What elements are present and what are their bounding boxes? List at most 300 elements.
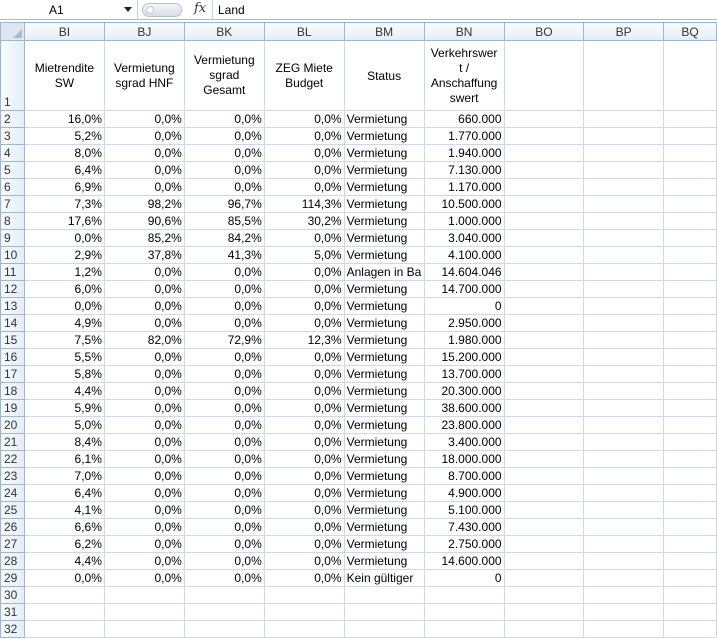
cell-bk[interactable]: 96,7% bbox=[184, 196, 264, 213]
cell-bk[interactable]: 0,0% bbox=[184, 366, 264, 383]
cell-bk[interactable]: 0,0% bbox=[184, 128, 264, 145]
cell-bq[interactable] bbox=[664, 366, 717, 383]
cell-bm[interactable]: Vermietung bbox=[344, 519, 424, 536]
formula-input[interactable]: Land bbox=[218, 3, 245, 17]
row-header[interactable]: 18 bbox=[1, 383, 25, 400]
cell-bo[interactable] bbox=[504, 519, 584, 536]
cell-bl[interactable]: 0,0% bbox=[264, 162, 344, 179]
cell-bq[interactable] bbox=[664, 111, 717, 128]
cell-bj[interactable]: 0,0% bbox=[104, 536, 184, 553]
cell-bn[interactable]: 1.170.000 bbox=[424, 179, 504, 196]
cell-bq[interactable] bbox=[664, 553, 717, 570]
cell-bp[interactable] bbox=[584, 570, 664, 587]
cell-bi[interactable]: 6,9% bbox=[24, 179, 104, 196]
cell-bn[interactable]: 2.750.000 bbox=[424, 536, 504, 553]
cell-bl[interactable] bbox=[264, 621, 344, 638]
cell-bo[interactable] bbox=[504, 400, 584, 417]
cell-bq[interactable] bbox=[664, 383, 717, 400]
cell-bo[interactable] bbox=[504, 128, 584, 145]
row-header[interactable]: 31 bbox=[1, 604, 25, 621]
cell-bi[interactable]: 8,4% bbox=[24, 434, 104, 451]
cell-bo[interactable] bbox=[504, 179, 584, 196]
row-header[interactable]: 22 bbox=[1, 451, 25, 468]
row-header[interactable]: 17 bbox=[1, 366, 25, 383]
cell-bm[interactable]: Vermietung bbox=[344, 451, 424, 468]
cell-bo[interactable] bbox=[504, 264, 584, 281]
row-header[interactable]: 7 bbox=[1, 196, 25, 213]
cell-bq[interactable] bbox=[664, 41, 717, 111]
cell-bl[interactable]: 0,0% bbox=[264, 451, 344, 468]
cell-bk[interactable]: 0,0% bbox=[184, 162, 264, 179]
cell-bm[interactable]: Vermietung bbox=[344, 434, 424, 451]
cell-bk[interactable]: 41,3% bbox=[184, 247, 264, 264]
cell-bj[interactable] bbox=[104, 604, 184, 621]
cell-bj[interactable]: 37,8% bbox=[104, 247, 184, 264]
cell-bm[interactable]: Anlagen in Ba bbox=[344, 264, 424, 281]
cell-bn[interactable]: 5.100.000 bbox=[424, 502, 504, 519]
cell-bl[interactable]: 0,0% bbox=[264, 553, 344, 570]
cell-bn[interactable] bbox=[424, 621, 504, 638]
cell-bo[interactable] bbox=[504, 553, 584, 570]
cell-bi[interactable]: 5,2% bbox=[24, 128, 104, 145]
cell-bj[interactable]: 0,0% bbox=[104, 128, 184, 145]
cell-bn[interactable]: 3.400.000 bbox=[424, 434, 504, 451]
cell-bq[interactable] bbox=[664, 451, 717, 468]
row-header[interactable]: 4 bbox=[1, 145, 25, 162]
cell-bp[interactable] bbox=[584, 349, 664, 366]
cell-bo[interactable] bbox=[504, 468, 584, 485]
cell-bi[interactable]: 7,3% bbox=[24, 196, 104, 213]
cell-bj[interactable]: 0,0% bbox=[104, 502, 184, 519]
cell-bo[interactable] bbox=[504, 281, 584, 298]
row-header[interactable]: 5 bbox=[1, 162, 25, 179]
row-header[interactable]: 6 bbox=[1, 179, 25, 196]
column-header-bl[interactable]: BL bbox=[264, 23, 344, 41]
cell-bq[interactable] bbox=[664, 281, 717, 298]
cell-bn[interactable] bbox=[424, 587, 504, 604]
cell-bq[interactable] bbox=[664, 332, 717, 349]
cell-bo[interactable] bbox=[504, 111, 584, 128]
header-cell-status[interactable]: Status bbox=[344, 41, 424, 111]
cell-bp[interactable] bbox=[584, 417, 664, 434]
row-header[interactable]: 29 bbox=[1, 570, 25, 587]
cell-bl[interactable] bbox=[264, 604, 344, 621]
cell-bq[interactable] bbox=[664, 604, 717, 621]
cell-bl[interactable]: 0,0% bbox=[264, 519, 344, 536]
cell-bl[interactable]: 0,0% bbox=[264, 230, 344, 247]
cell-bm[interactable]: Vermietung bbox=[344, 128, 424, 145]
cell-bj[interactable]: 0,0% bbox=[104, 417, 184, 434]
cell-bm[interactable]: Vermietung bbox=[344, 281, 424, 298]
cell-bp[interactable] bbox=[584, 315, 664, 332]
cell-bn[interactable]: 2.950.000 bbox=[424, 315, 504, 332]
cell-bl[interactable]: 0,0% bbox=[264, 111, 344, 128]
row-header[interactable]: 13 bbox=[1, 298, 25, 315]
cell-bq[interactable] bbox=[664, 247, 717, 264]
cell-bn[interactable]: 10.500.000 bbox=[424, 196, 504, 213]
cell-bo[interactable] bbox=[504, 349, 584, 366]
cell-bm[interactable]: Vermietung bbox=[344, 179, 424, 196]
cell-bl[interactable]: 0,0% bbox=[264, 570, 344, 587]
column-header-bn[interactable]: BN bbox=[424, 23, 504, 41]
cell-bn[interactable]: 660.000 bbox=[424, 111, 504, 128]
cell-bn[interactable]: 1.770.000 bbox=[424, 128, 504, 145]
cell-bq[interactable] bbox=[664, 502, 717, 519]
cell-bl[interactable]: 0,0% bbox=[264, 417, 344, 434]
cell-bi[interactable]: 7,0% bbox=[24, 468, 104, 485]
row-header[interactable]: 30 bbox=[1, 587, 25, 604]
cell-bm[interactable]: Vermietung bbox=[344, 536, 424, 553]
cell-bo[interactable] bbox=[504, 417, 584, 434]
cell-bq[interactable] bbox=[664, 179, 717, 196]
cell-bo[interactable] bbox=[504, 451, 584, 468]
cell-bo[interactable] bbox=[504, 298, 584, 315]
chevron-down-icon[interactable] bbox=[124, 7, 132, 12]
cell-bl[interactable]: 0,0% bbox=[264, 366, 344, 383]
cell-bl[interactable]: 0,0% bbox=[264, 400, 344, 417]
row-header[interactable]: 19 bbox=[1, 400, 25, 417]
cell-bq[interactable] bbox=[664, 434, 717, 451]
cell-bi[interactable]: 1,2% bbox=[24, 264, 104, 281]
cell-bq[interactable] bbox=[664, 213, 717, 230]
cell-bk[interactable]: 0,0% bbox=[184, 111, 264, 128]
cell-bk[interactable]: 0,0% bbox=[184, 536, 264, 553]
cell-bp[interactable] bbox=[584, 502, 664, 519]
cell-bk[interactable]: 0,0% bbox=[184, 315, 264, 332]
cell-bp[interactable] bbox=[584, 519, 664, 536]
cell-bj[interactable]: 90,6% bbox=[104, 213, 184, 230]
header-cell-vermietungsgrad-gesamt[interactable] bbox=[184, 41, 264, 111]
cell-bl[interactable]: 0,0% bbox=[264, 281, 344, 298]
cell-bp[interactable] bbox=[584, 400, 664, 417]
cell-bq[interactable] bbox=[664, 587, 717, 604]
cell-bj[interactable]: 0,0% bbox=[104, 298, 184, 315]
cell-bq[interactable] bbox=[664, 349, 717, 366]
cell-bk[interactable]: 0,0% bbox=[184, 400, 264, 417]
cell-bm[interactable] bbox=[344, 621, 424, 638]
cell-bo[interactable] bbox=[504, 315, 584, 332]
cell-bk[interactable] bbox=[184, 621, 264, 638]
cell-bq[interactable] bbox=[664, 196, 717, 213]
cell-bl[interactable]: 0,0% bbox=[264, 502, 344, 519]
cell-bp[interactable] bbox=[584, 468, 664, 485]
cell-bl[interactable]: 0,0% bbox=[264, 434, 344, 451]
column-header-bi[interactable]: BI bbox=[24, 23, 104, 41]
cell-bi[interactable]: 5,8% bbox=[24, 366, 104, 383]
cell-bp[interactable] bbox=[584, 621, 664, 638]
cell-bn[interactable]: 0 bbox=[424, 570, 504, 587]
name-box[interactable] bbox=[0, 0, 138, 20]
column-header-bm[interactable]: BM bbox=[344, 23, 424, 41]
cell-bq[interactable] bbox=[664, 417, 717, 434]
cell-bo[interactable] bbox=[504, 536, 584, 553]
row-header[interactable]: 27 bbox=[1, 536, 25, 553]
cell-bj[interactable]: 0,0% bbox=[104, 553, 184, 570]
cell-bp[interactable] bbox=[584, 383, 664, 400]
cell-bk[interactable]: 0,0% bbox=[184, 145, 264, 162]
cell-bl[interactable]: 114,3% bbox=[264, 196, 344, 213]
row-header[interactable]: 21 bbox=[1, 434, 25, 451]
cell-bi[interactable]: 7,5% bbox=[24, 332, 104, 349]
cell-bq[interactable] bbox=[664, 145, 717, 162]
cell-bm[interactable]: Vermietung bbox=[344, 485, 424, 502]
cell-bn[interactable]: 8.700.000 bbox=[424, 468, 504, 485]
cell-bm[interactable]: Vermietung bbox=[344, 349, 424, 366]
cell-bj[interactable]: 0,0% bbox=[104, 145, 184, 162]
cell-bj[interactable]: 0,0% bbox=[104, 315, 184, 332]
cell-bn[interactable]: 38.600.000 bbox=[424, 400, 504, 417]
cell-bl[interactable]: 0,0% bbox=[264, 179, 344, 196]
cell-bn[interactable]: 4.100.000 bbox=[424, 247, 504, 264]
cell-bj[interactable]: 0,0% bbox=[104, 570, 184, 587]
row-header[interactable]: 26 bbox=[1, 519, 25, 536]
row-header[interactable]: 24 bbox=[1, 485, 25, 502]
row-header[interactable]: 16 bbox=[1, 349, 25, 366]
cell-bi[interactable]: 6,4% bbox=[24, 485, 104, 502]
cell-bn[interactable]: 7.430.000 bbox=[424, 519, 504, 536]
cell-bp[interactable] bbox=[584, 332, 664, 349]
row-header[interactable]: 3 bbox=[1, 128, 25, 145]
cell-bq[interactable] bbox=[664, 230, 717, 247]
cell-bp[interactable] bbox=[584, 536, 664, 553]
cell-bj[interactable]: 0,0% bbox=[104, 383, 184, 400]
cell-bl[interactable]: 0,0% bbox=[264, 264, 344, 281]
row-header[interactable]: 23 bbox=[1, 468, 25, 485]
cell-bi[interactable]: 5,9% bbox=[24, 400, 104, 417]
cell-bm[interactable]: Vermietung bbox=[344, 298, 424, 315]
cell-bk[interactable]: 85,5% bbox=[184, 213, 264, 230]
cell-bo[interactable] bbox=[504, 621, 584, 638]
column-header-bk[interactable]: BK bbox=[184, 23, 264, 41]
cell-bq[interactable] bbox=[664, 128, 717, 145]
cell-bj[interactable]: 0,0% bbox=[104, 400, 184, 417]
row-header[interactable]: 15 bbox=[1, 332, 25, 349]
cell-bi[interactable]: 6,6% bbox=[24, 519, 104, 536]
cell-bk[interactable]: 0,0% bbox=[184, 298, 264, 315]
cell-bk[interactable]: 0,0% bbox=[184, 434, 264, 451]
cell-bm[interactable]: Vermietung bbox=[344, 162, 424, 179]
cell-bk[interactable]: 0,0% bbox=[184, 451, 264, 468]
cell-bm[interactable]: Vermietung bbox=[344, 468, 424, 485]
cell-bk[interactable]: 0,0% bbox=[184, 570, 264, 587]
cell-bi[interactable]: 16,0% bbox=[24, 111, 104, 128]
cell-bl[interactable]: 12,3% bbox=[264, 332, 344, 349]
cell-bn[interactable]: 3.040.000 bbox=[424, 230, 504, 247]
cell-bp[interactable] bbox=[584, 485, 664, 502]
cell-bp[interactable] bbox=[584, 230, 664, 247]
cell-bp[interactable] bbox=[584, 434, 664, 451]
column-header-bq[interactable]: BQ bbox=[664, 23, 717, 41]
formula-bar-resize-handle[interactable] bbox=[142, 3, 182, 17]
column-header-bo[interactable]: BO bbox=[504, 23, 584, 41]
cell-bi[interactable]: 4,1% bbox=[24, 502, 104, 519]
cell-bo[interactable] bbox=[504, 41, 584, 111]
cell-bo[interactable] bbox=[504, 434, 584, 451]
header-cell-verkehrswert[interactable] bbox=[424, 41, 504, 111]
cell-bp[interactable] bbox=[584, 111, 664, 128]
cell-bi[interactable]: 5,0% bbox=[24, 417, 104, 434]
cell-bm[interactable]: Vermietung bbox=[344, 230, 424, 247]
cell-bq[interactable] bbox=[664, 570, 717, 587]
cell-bl[interactable]: 0,0% bbox=[264, 349, 344, 366]
cell-bj[interactable]: 0,0% bbox=[104, 349, 184, 366]
cell-bm[interactable]: Vermietung bbox=[344, 213, 424, 230]
cell-bl[interactable]: 5,0% bbox=[264, 247, 344, 264]
cell-bm[interactable]: Vermietung bbox=[344, 383, 424, 400]
cell-bp[interactable] bbox=[584, 128, 664, 145]
cell-bj[interactable]: 0,0% bbox=[104, 264, 184, 281]
cell-bj[interactable]: 82,0% bbox=[104, 332, 184, 349]
cell-bl[interactable]: 0,0% bbox=[264, 485, 344, 502]
cell-bk[interactable]: 0,0% bbox=[184, 179, 264, 196]
cell-bi[interactable]: 2,9% bbox=[24, 247, 104, 264]
cell-bk[interactable]: 0,0% bbox=[184, 417, 264, 434]
cell-bq[interactable] bbox=[664, 621, 717, 638]
cell-bj[interactable] bbox=[104, 621, 184, 638]
cell-bi[interactable] bbox=[24, 621, 104, 638]
column-header-bj[interactable]: BJ bbox=[104, 23, 184, 41]
cell-bm[interactable]: Vermietung bbox=[344, 502, 424, 519]
cell-bj[interactable]: 85,2% bbox=[104, 230, 184, 247]
cell-bi[interactable]: 6,4% bbox=[24, 162, 104, 179]
cell-bo[interactable] bbox=[504, 587, 584, 604]
cell-bq[interactable] bbox=[664, 536, 717, 553]
cell-bm[interactable]: Vermietung bbox=[344, 111, 424, 128]
cell-bj[interactable]: 0,0% bbox=[104, 281, 184, 298]
cell-bm[interactable] bbox=[344, 604, 424, 621]
cell-bn[interactable]: 23.800.000 bbox=[424, 417, 504, 434]
cell-bm[interactable]: Vermietung bbox=[344, 315, 424, 332]
cell-bn[interactable]: 4.900.000 bbox=[424, 485, 504, 502]
cell-bp[interactable] bbox=[584, 366, 664, 383]
header-cell-vermietungsgrad-hnf[interactable] bbox=[104, 41, 184, 111]
cell-bl[interactable]: 0,0% bbox=[264, 468, 344, 485]
cell-bo[interactable] bbox=[504, 247, 584, 264]
cell-bn[interactable]: 18.000.000 bbox=[424, 451, 504, 468]
cell-bk[interactable]: 0,0% bbox=[184, 349, 264, 366]
cell-bj[interactable]: 0,0% bbox=[104, 111, 184, 128]
row-header[interactable]: 25 bbox=[1, 502, 25, 519]
cell-bm[interactable]: Vermietung bbox=[344, 553, 424, 570]
cell-bl[interactable]: 0,0% bbox=[264, 315, 344, 332]
select-all-corner[interactable] bbox=[1, 23, 25, 41]
cell-bq[interactable] bbox=[664, 468, 717, 485]
cell-bj[interactable]: 0,0% bbox=[104, 451, 184, 468]
cell-bn[interactable]: 15.200.000 bbox=[424, 349, 504, 366]
cell-bm[interactable]: Vermietung bbox=[344, 417, 424, 434]
cell-bk[interactable]: 0,0% bbox=[184, 519, 264, 536]
cell-bn[interactable]: 0 bbox=[424, 298, 504, 315]
row-header[interactable]: 20 bbox=[1, 417, 25, 434]
cell-bm[interactable]: Vermietung bbox=[344, 247, 424, 264]
header-cell-zeg-miete-budget[interactable] bbox=[264, 41, 344, 111]
header-cell-mietrendite[interactable] bbox=[24, 41, 104, 111]
cell-bj[interactable]: 0,0% bbox=[104, 162, 184, 179]
cell-bj[interactable] bbox=[104, 587, 184, 604]
cell-bm[interactable]: Vermietung bbox=[344, 196, 424, 213]
cell-bk[interactable]: 72,9% bbox=[184, 332, 264, 349]
cell-bp[interactable] bbox=[584, 179, 664, 196]
cell-bo[interactable] bbox=[504, 604, 584, 621]
cell-bo[interactable] bbox=[504, 196, 584, 213]
cell-bo[interactable] bbox=[504, 230, 584, 247]
cell-bp[interactable] bbox=[584, 281, 664, 298]
cell-bk[interactable]: 0,0% bbox=[184, 264, 264, 281]
cell-bi[interactable]: 0,0% bbox=[24, 230, 104, 247]
cell-bp[interactable] bbox=[584, 264, 664, 281]
cell-bi[interactable]: 6,2% bbox=[24, 536, 104, 553]
cell-bo[interactable] bbox=[504, 485, 584, 502]
cell-bl[interactable]: 0,0% bbox=[264, 536, 344, 553]
cell-bp[interactable] bbox=[584, 145, 664, 162]
cell-bp[interactable] bbox=[584, 298, 664, 315]
cell-bi[interactable]: 5,5% bbox=[24, 349, 104, 366]
cell-bq[interactable] bbox=[664, 264, 717, 281]
cell-bm[interactable]: Vermietung bbox=[344, 332, 424, 349]
cell-bo[interactable] bbox=[504, 332, 584, 349]
cell-bi[interactable]: 4,9% bbox=[24, 315, 104, 332]
cell-bp[interactable] bbox=[584, 587, 664, 604]
cell-bn[interactable]: 14.600.000 bbox=[424, 553, 504, 570]
cell-bn[interactable]: 7.130.000 bbox=[424, 162, 504, 179]
cell-bi[interactable] bbox=[24, 587, 104, 604]
cell-bm[interactable] bbox=[344, 587, 424, 604]
cell-bj[interactable]: 98,2% bbox=[104, 196, 184, 213]
cell-bm[interactable]: Vermietung bbox=[344, 400, 424, 417]
cell-bk[interactable] bbox=[184, 604, 264, 621]
row-header[interactable]: 1 bbox=[1, 41, 25, 111]
cell-bk[interactable]: 0,0% bbox=[184, 502, 264, 519]
cell-bj[interactable]: 0,0% bbox=[104, 434, 184, 451]
cell-bm[interactable]: Vermietung bbox=[344, 145, 424, 162]
cell-bk[interactable]: 0,0% bbox=[184, 281, 264, 298]
cell-bl[interactable]: 0,0% bbox=[264, 383, 344, 400]
cell-bk[interactable]: 0,0% bbox=[184, 383, 264, 400]
cell-bj[interactable]: 0,0% bbox=[104, 485, 184, 502]
cell-bk[interactable] bbox=[184, 587, 264, 604]
cell-bm[interactable]: Vermietung bbox=[344, 366, 424, 383]
row-header[interactable]: 32 bbox=[1, 621, 25, 638]
cell-bp[interactable] bbox=[584, 553, 664, 570]
cell-bj[interactable]: 0,0% bbox=[104, 179, 184, 196]
column-header-bp[interactable]: BP bbox=[584, 23, 664, 41]
cell-bi[interactable] bbox=[24, 604, 104, 621]
cell-bq[interactable] bbox=[664, 298, 717, 315]
cell-bl[interactable]: 0,0% bbox=[264, 128, 344, 145]
row-header[interactable]: 28 bbox=[1, 553, 25, 570]
cell-bi[interactable]: 4,4% bbox=[24, 553, 104, 570]
row-header[interactable]: 2 bbox=[1, 111, 25, 128]
cell-bk[interactable]: 84,2% bbox=[184, 230, 264, 247]
cell-bl[interactable]: 0,0% bbox=[264, 298, 344, 315]
cell-bi[interactable]: 6,0% bbox=[24, 281, 104, 298]
cell-bk[interactable]: 0,0% bbox=[184, 468, 264, 485]
cell-bp[interactable] bbox=[584, 247, 664, 264]
cell-bl[interactable]: 30,2% bbox=[264, 213, 344, 230]
cell-bo[interactable] bbox=[504, 383, 584, 400]
cell-bi[interactable]: 8,0% bbox=[24, 145, 104, 162]
row-header[interactable]: 11 bbox=[1, 264, 25, 281]
cell-bp[interactable] bbox=[584, 41, 664, 111]
cell-bi[interactable]: 0,0% bbox=[24, 570, 104, 587]
cell-bn[interactable]: 1.000.000 bbox=[424, 213, 504, 230]
cell-bm[interactable]: Kein gültiger bbox=[344, 570, 424, 587]
cell-bp[interactable] bbox=[584, 604, 664, 621]
row-header[interactable]: 8 bbox=[1, 213, 25, 230]
cell-bk[interactable]: 0,0% bbox=[184, 553, 264, 570]
cell-bo[interactable] bbox=[504, 162, 584, 179]
row-header[interactable]: 12 bbox=[1, 281, 25, 298]
